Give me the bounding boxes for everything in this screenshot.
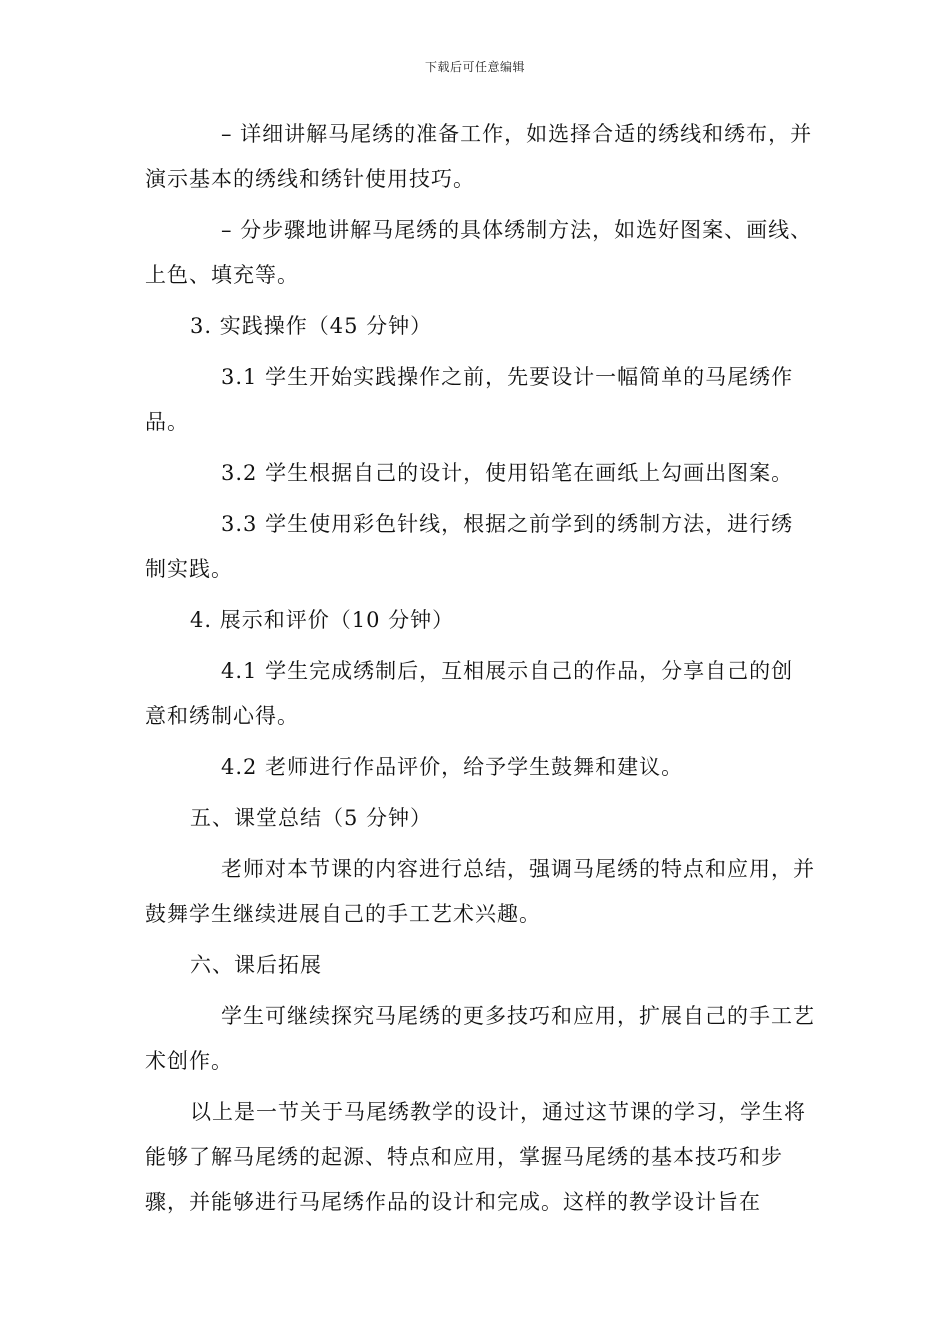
document-body (145, 112, 815, 1231)
paragraph-3-1: 3.1 学生开始实践操作之前，先要设计一幅简单的马尾绣作品。 (145, 365, 794, 434)
heading-after-class: 六、课后拓展 (190, 953, 322, 977)
paragraph-4-1: 4.1 学生完成绣制后，互相展示自己的作品，分享自己的创意和绣制心得。 (145, 659, 794, 728)
heading-practice: 3. 实践操作（45 分钟） (190, 314, 433, 338)
paragraph-3-3: 3.3 学生使用彩色针线，根据之前学到的绣制方法，进行绣制实践。 (145, 512, 794, 581)
heading-class-summary: 五、课堂总结（5 分钟） (190, 806, 433, 830)
paragraph-prep-work: – 详细讲解马尾绣的准备工作，如选择合适的绣线和绣布，并演示基本的绣线和绣针使用技巧。 (145, 122, 813, 191)
paragraph-steps: – 分步骤地讲解马尾绣的具体绣制方法，如选好图案、画线、上色、填充等。 (145, 218, 813, 287)
page-header: 下载后可任意编辑 (424, 60, 525, 74)
paragraph-after-class: 学生可继续探究马尾绣的更多技巧和应用，扩展自己的手工艺术创作。 (145, 1004, 815, 1073)
paragraph-conclusion: 以上是一节关于马尾绣教学的设计，通过这节课的学习，学生将能够了解马尾绣的起源、特点和应用，掌握马尾绣的基本技巧和步骤，并能够进行马尾绣作品的设计和完成。这样的教学设计旨在 (145, 1100, 806, 1214)
paragraph-summary: 老师对本节课的内容进行总结，强调马尾绣的特点和应用，并鼓舞学生继续进展自己的手工艺术兴趣。 (145, 857, 815, 926)
paragraph-3-2: 3.2 学生根据自己的设计，使用铅笔在画纸上勾画出图案。 (221, 461, 794, 485)
heading-display-evaluation: 4. 展示和评价（10 分钟） (190, 608, 455, 632)
paragraph-4-2: 4.2 老师进行作品评价，给予学生鼓舞和建议。 (221, 755, 684, 779)
